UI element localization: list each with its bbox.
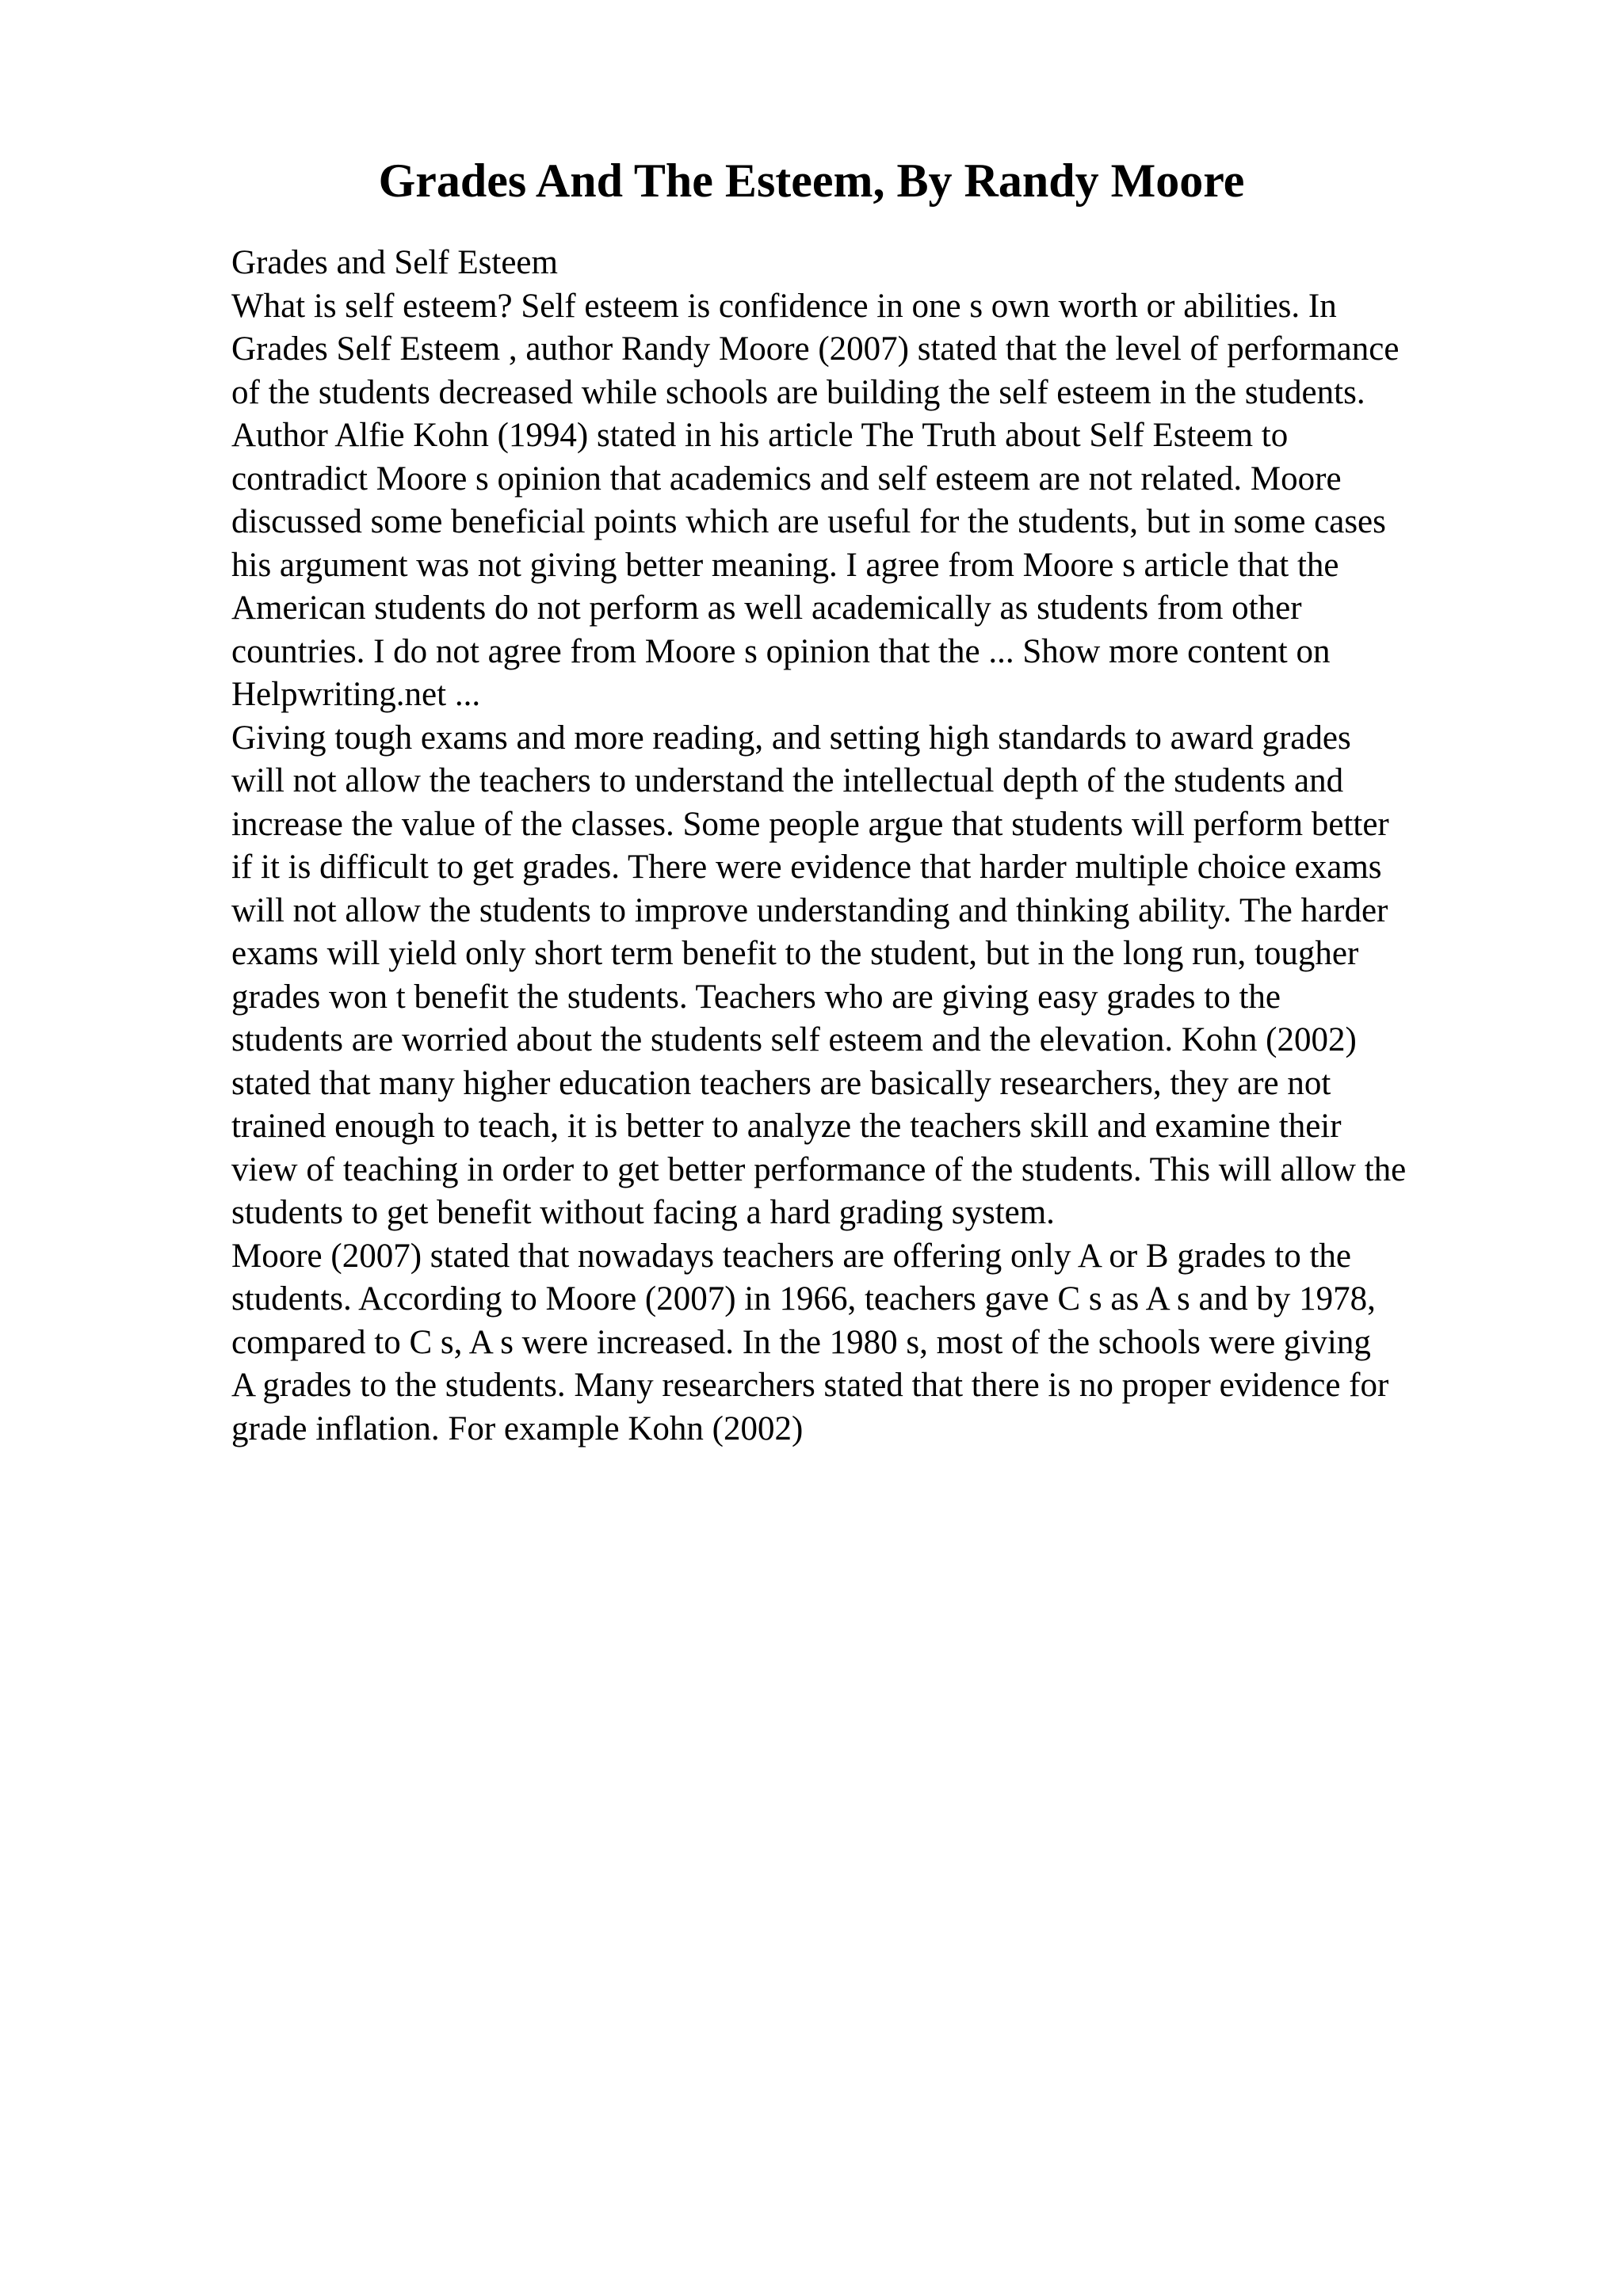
paragraph-tough-exams: Giving tough exams and more reading, and setting high standards to award grades will not allow the teachers to understand the intellectual depth of the students and increase the value of the classes. Some people argue that students will perform better if it is difficult to get grades. There were evidence that harder multiple choice exams will not allow the students to improve understanding and thinking ability. The harder exams will yield only short term benefit to the student, but in the long run, tougher grades won t benefit the students. Teachers who are giving easy grades to the students are worried about the students self esteem and the elevation. Kohn (2002) stated that many higher education teachers are basically researchers, they are not trained enough to teach, it is better to analyze the teachers skill and examine their view of teaching in order to get better performance of the students. This will allow the students to get benefit without facing a hard grading system. bbox=[231, 719, 1407, 1231]
document-body bbox=[231, 242, 1531, 1451]
paragraph-grade-inflation: Moore (2007) stated that nowadays teachers are offering only A or B grades to the students. According to Moore (2007) in 1966, teachers gave C s as A s and by 1978, compared to C s, A s were increased. In the 1980 s, most of the schools were giving A grades to the students. Many researchers stated that there is no proper evidence for grade inflation. For example Kohn (2002) bbox=[231, 1237, 1389, 1447]
document-title: Grades And The Esteem, By Randy Moore bbox=[378, 154, 1245, 207]
paragraph-subtitle: Grades and Self Esteem bbox=[231, 244, 558, 281]
paragraph-intro: What is self esteem? Self esteem is confidence in one s own worth or abilities. In Grades Self Esteem , author Randy Moore (2007) stated that the level of performance of the students decreased while schools are building the self esteem in the students. Author Alfie Kohn (1994) stated in his article The Truth about Self Esteem to contradict Moore s opinion that academics and self esteem are not related. Moore discussed some beneficial points which are useful for the students, but in some cases his argument was not giving better meaning. I agree from Moore s article that the American students do not perform as well academically as students from other countries. I do not agree from Moore s opinion that the ... Show more content on Helpwriting.net ... bbox=[231, 287, 1400, 713]
